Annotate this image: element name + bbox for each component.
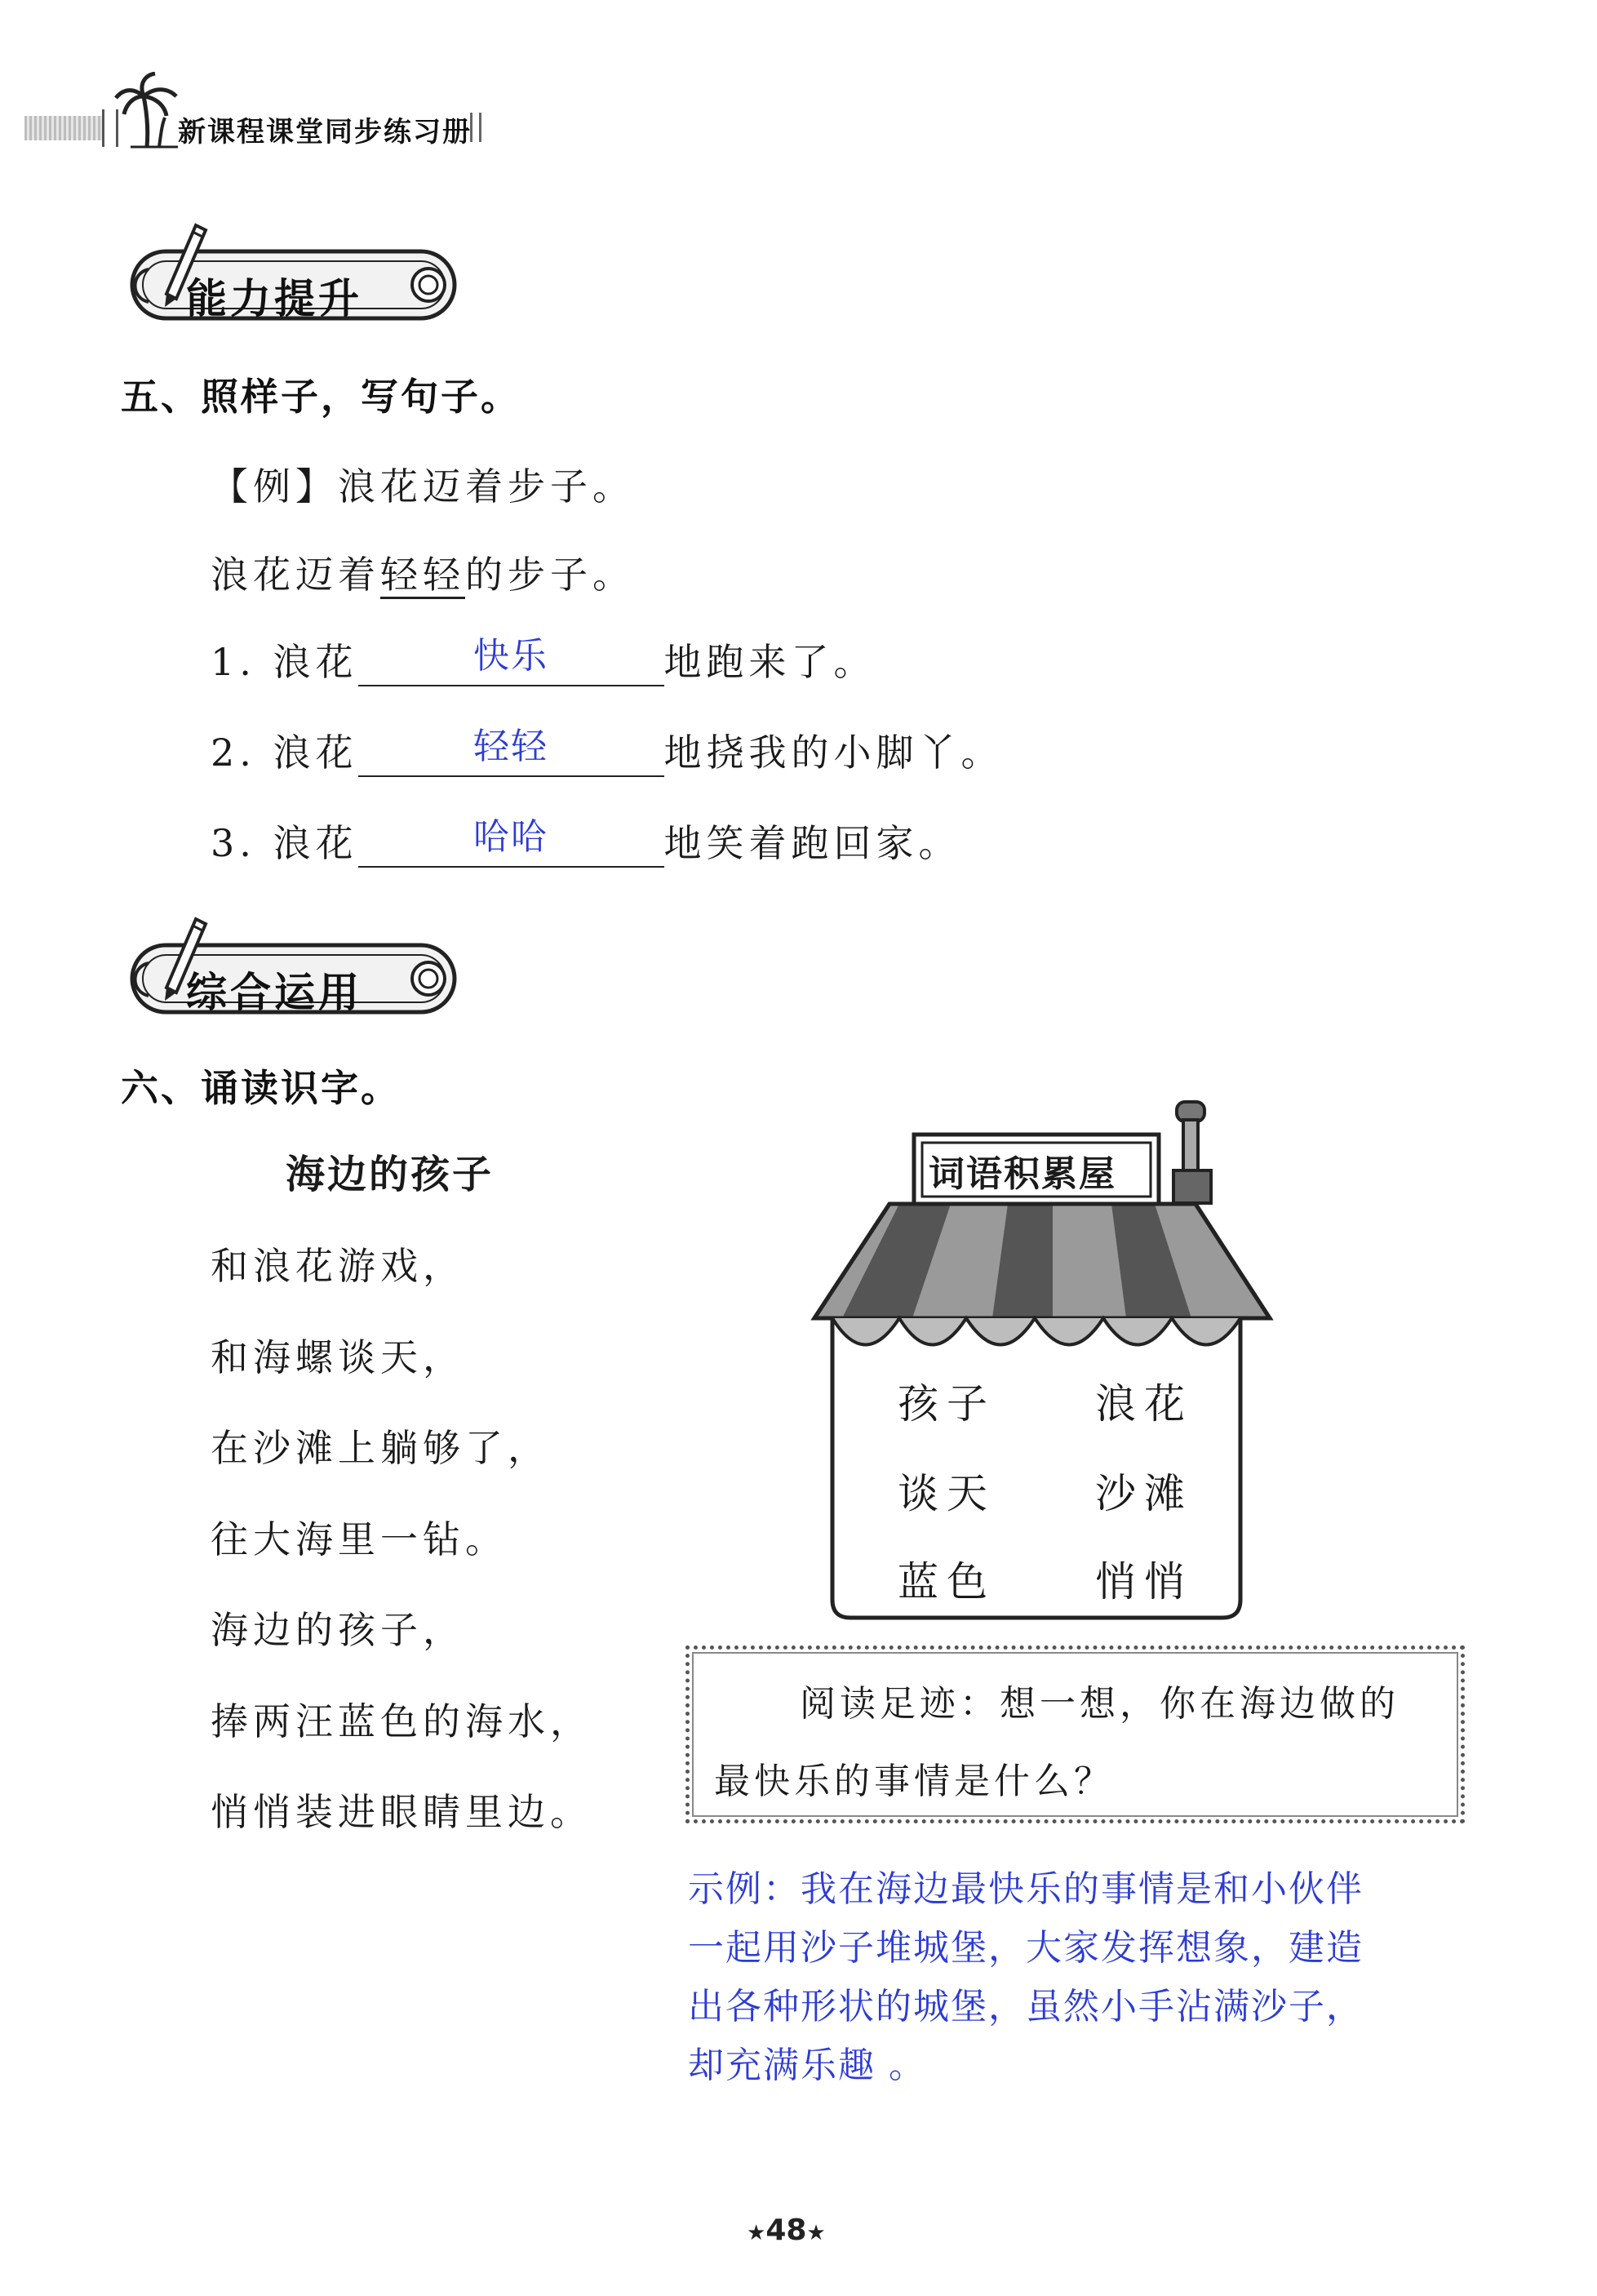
house-word: 悄悄 [1095,1558,1193,1605]
item-post: 地跑来了。 [663,640,876,684]
house-sign-label: 词语积累屋 [929,1153,1116,1195]
word-house [808,1086,1281,1624]
poem-line: 和浪花游戏， [211,1244,465,1288]
answer-line: 一起用沙子堆城堡，大家发挥想象，建造 [688,1927,1364,1969]
example-underlined-word: 轻轻 [380,553,465,599]
page-number [747,2214,826,2247]
house-word: 谈天 [898,1470,996,1517]
house-word: 孩子 [898,1380,996,1428]
poem-line: 在沙滩上躺够了， [211,1426,550,1470]
reading-prompt-line-2: 最快乐的事情是什么？ [714,1761,1114,1802]
house-word: 沙滩 [1095,1470,1193,1517]
section-banner-application [114,930,473,1020]
item-pre: 浪花 [273,731,358,775]
answer-line: 示例：我在海边最快乐的事情是和小伙伴 [688,1868,1364,1910]
reading-prompt-line-1: 阅读足迹：想一想，你在海边做的 [800,1683,1400,1725]
poem-line: 海边的孩子， [211,1608,465,1652]
example-line-1 [211,457,635,511]
item-post: 地笑着跑回家。 [663,821,961,865]
section-banner-label: 能力提升 [186,275,362,322]
palm-tree-icon [114,72,180,149]
item-number: 2. [211,731,256,775]
question-5-title: 五、照样子，写句子。 [121,375,521,419]
answer-line: 出各种形状的城堡，虽然小手沾满沙子， [688,1986,1364,2027]
house-word: 蓝色 [898,1558,996,1605]
question-6-title: 六、诵读识字。 [121,1066,401,1110]
answer-blank[interactable] [358,816,664,868]
item-number: 3. [211,821,256,865]
book-title: 新课程课堂同步练习册 [178,116,472,149]
example-line-2 [211,545,635,599]
item-number: 1. [211,640,256,684]
poem-line: 捧两汪蓝色的海水， [211,1699,592,1743]
exercise-item-3 [211,814,961,868]
answer-line: 却充满乐趣 。 [688,2045,926,2086]
answer-text: 快乐 [473,635,549,677]
poem-line: 悄悄装进眼睛里边。 [211,1790,592,1834]
poem-line: 和海螺谈天， [211,1335,465,1379]
example-label: 【例】 [211,464,338,508]
poem-line: 往大海里一钻。 [211,1517,508,1561]
answer-blank[interactable] [358,635,664,686]
answer-text: 轻轻 [473,726,549,767]
reading-prompt-box [685,1645,1465,1823]
answer-blank[interactable] [358,726,664,777]
section-banner-ability [114,237,473,326]
section-banner-label: 综合运用 [186,969,362,1016]
star-icon: ★ [747,2221,766,2245]
page-number-value: 48 [765,2214,807,2247]
exercise-item-2 [211,723,1004,777]
example-line-2-post: 的步子。 [465,553,635,597]
item-pre: 浪花 [273,640,358,684]
item-post: 地挠我的小脚丫。 [663,731,1004,775]
header-end-lines [470,113,481,142]
item-pre: 浪花 [273,821,358,865]
exercise-item-1 [211,633,876,686]
example-line-2-pre: 浪花迈着 [211,553,380,597]
house-word: 浪花 [1095,1380,1193,1428]
header-decoration-bar [24,116,102,140]
poem-title: 海边的孩子 [286,1152,495,1197]
example-sentence: 浪花迈着步子。 [338,464,635,508]
answer-text: 哈哈 [473,816,549,858]
star-icon: ★ [806,2221,826,2245]
